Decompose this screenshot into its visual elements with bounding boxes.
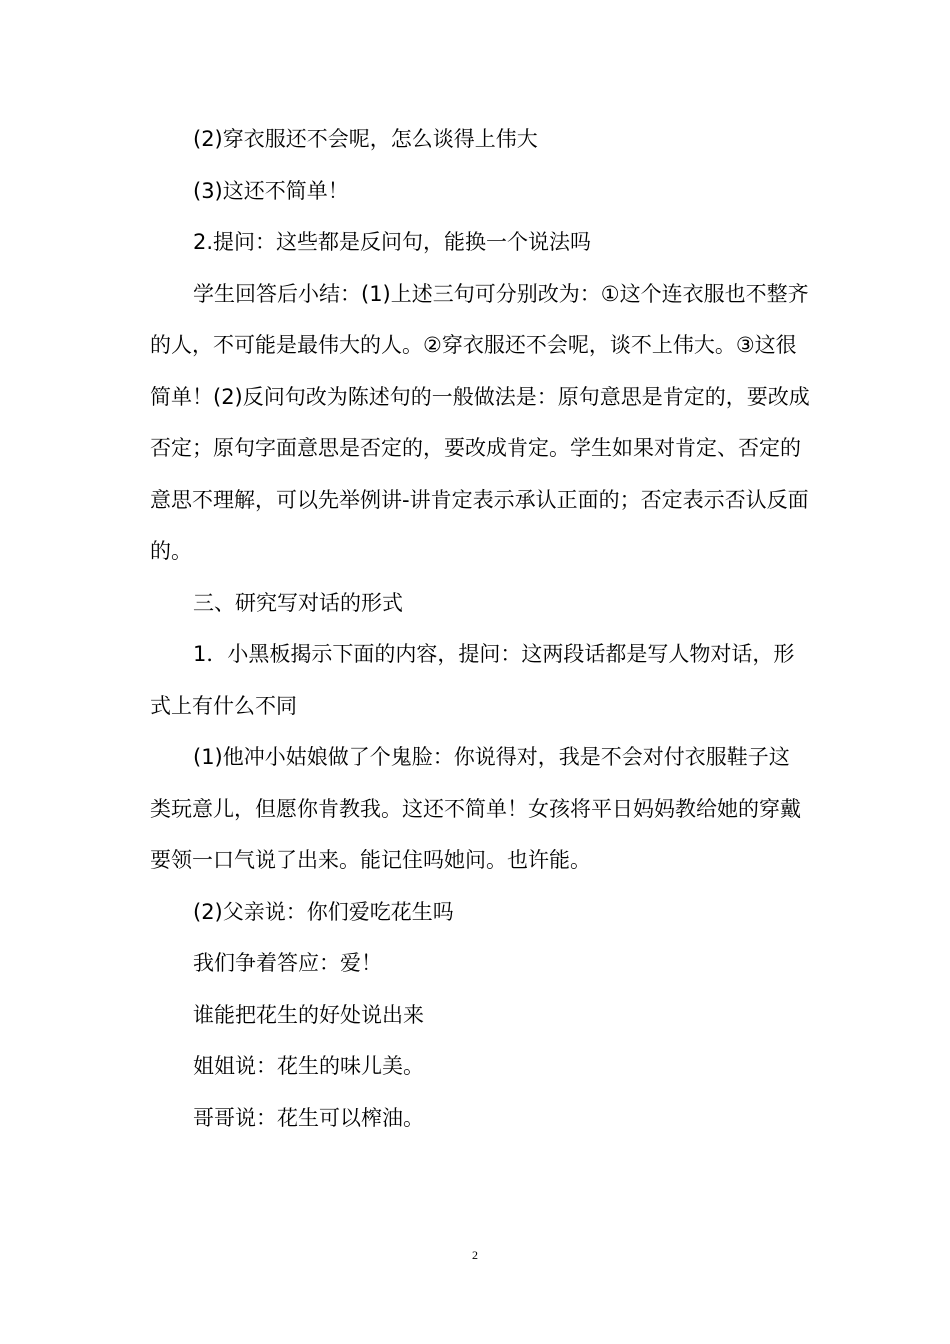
paragraph: 学生回答后小结：(1)上述三句可分别改为：①这个连衣服也不整齐的人，不可能是最伟大的人。②穿衣服还不会呢，谈不上伟大。③这很简单！(2)反问句改为陈述句的一般做法是：原句意思是肯定的，要改成否定；原句字面意思是否定的，要改成肯定。学生如果对肯定、否定的意思不理解，可以先举例讲-讲肯定表示承认正面的；否定表示否认反面的。	[150, 281, 810, 563]
paragraph: (2)穿衣服还不会呢，怎么谈得上伟大	[193, 127, 538, 151]
paragraph: (3)这还不简单！	[193, 178, 349, 203]
paragraph: 2.提问：这些都是反问句，能换一个说法吗	[193, 230, 592, 254]
paragraph: 1．小黑板揭示下面的内容，提问：这两段话都是写人物对话，形式上有什么不同	[150, 642, 795, 718]
paragraph: 我们争着答应：爱！	[193, 951, 382, 975]
document-body	[150, 114, 810, 1144]
paragraph: (2)父亲说：你们爱吃花生吗	[193, 899, 454, 924]
paragraph: 姐姐说：花生的味儿美。	[193, 1054, 424, 1078]
paragraph: 谁能把花生的好处说出来	[193, 1002, 424, 1027]
paragraph: 哥哥说：花生可以榨油。	[193, 1105, 424, 1130]
section-heading: 三、研究写对话的形式	[193, 590, 403, 615]
paragraph: (1)他冲小姑娘做了个鬼脸：你说得对，我是不会对付衣服鞋子这类玩意儿，但愿你肯教我。这还不简单！女孩将平日妈妈教给她的穿戴要领一口气说了出来。能记住吗她问。也许能。	[150, 745, 801, 872]
page-number: 2	[472, 1248, 478, 1262]
